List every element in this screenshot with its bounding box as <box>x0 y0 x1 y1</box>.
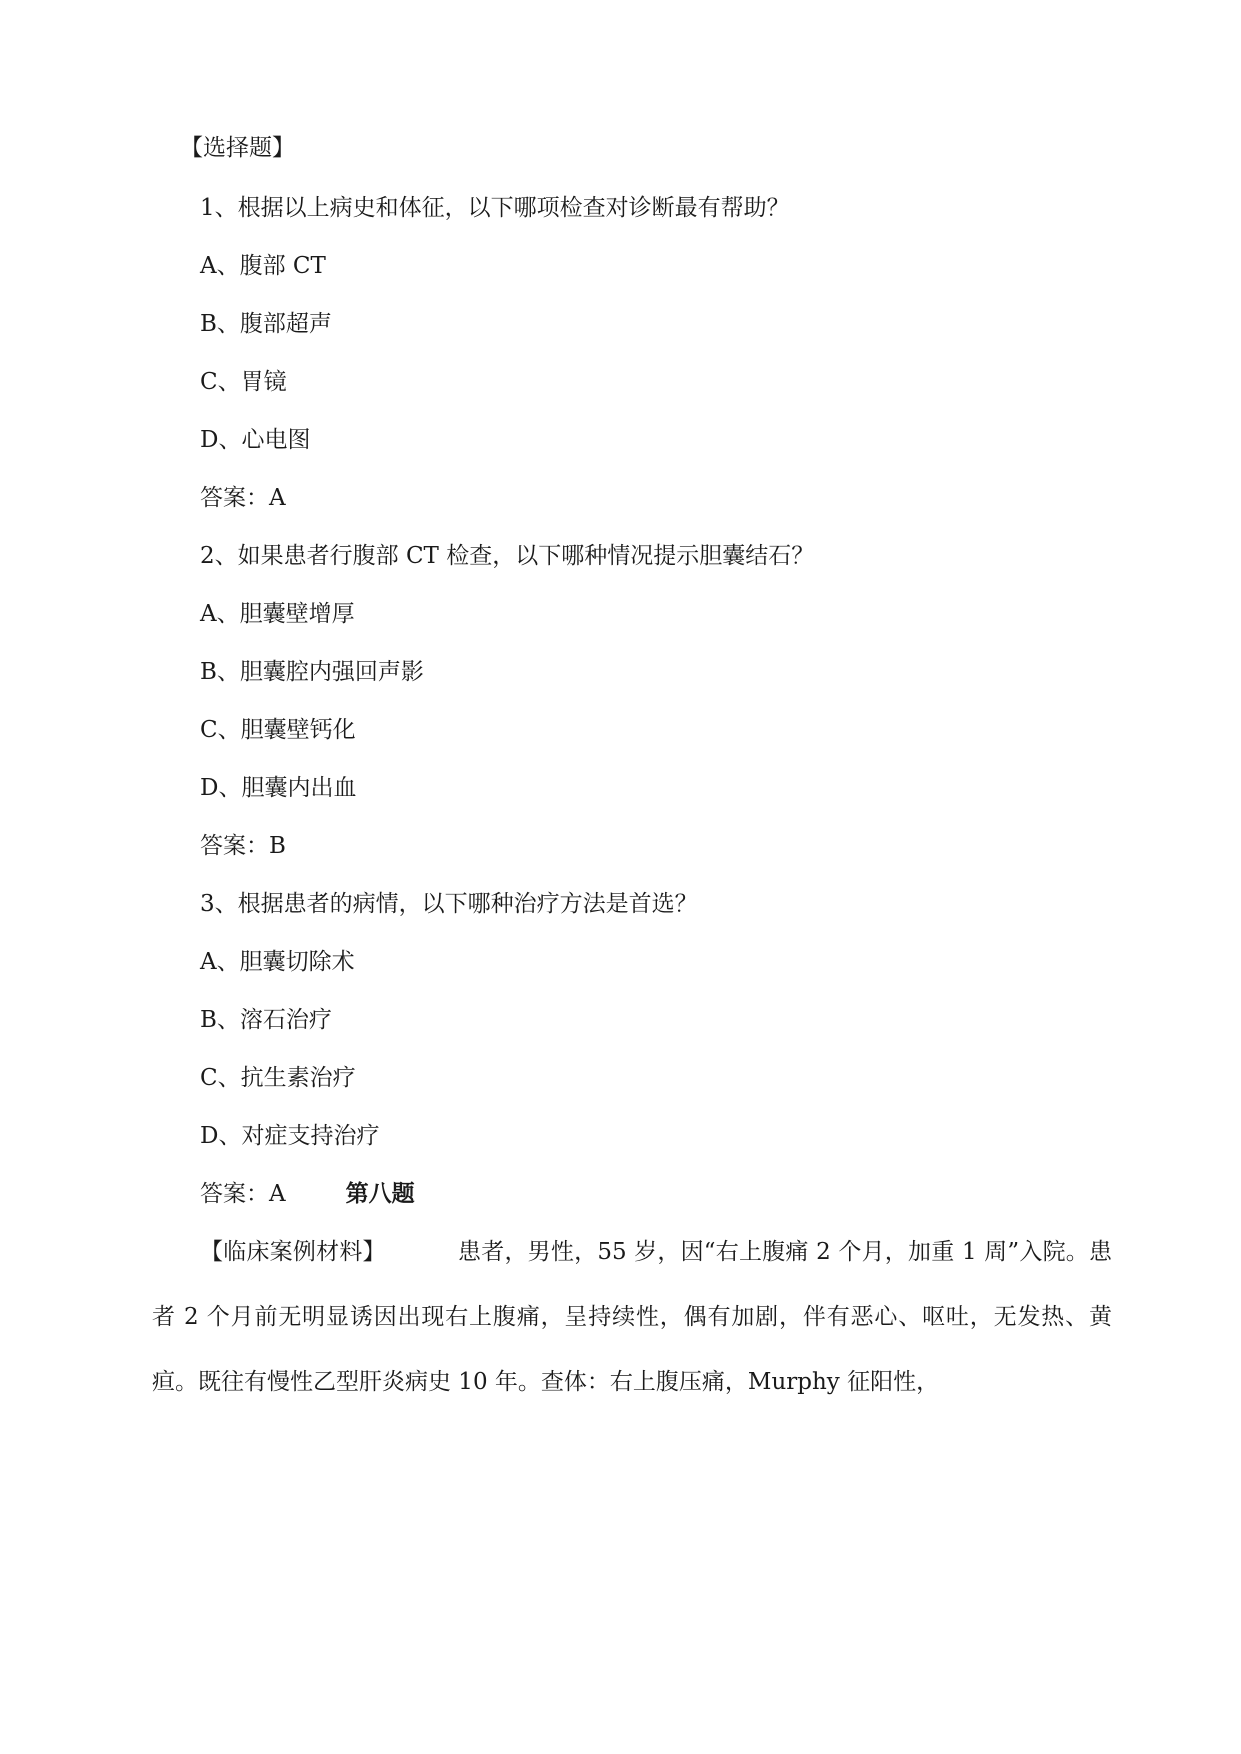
section-heading: 【选择题】 <box>180 135 295 161</box>
question-1-option-b: B、腹部超声 <box>200 311 332 337</box>
question-1-option-a: A、腹部 CT <box>200 253 326 279</box>
question-3-option-c: C、抗生素治疗 <box>200 1065 356 1091</box>
question-1-option-d: D、心电图 <box>200 427 311 453</box>
question-3-answer-row <box>200 1179 415 1209</box>
question-1-stem: 1、根据以上病史和体征，以下哪项检查对诊断最有帮助？ <box>200 195 790 221</box>
next-question-title: 第八题 <box>345 1180 415 1207</box>
question-1-option-c: C、胃镜 <box>200 369 287 395</box>
question-2-option-b: B、胆囊腔内强回声影 <box>200 659 424 685</box>
question-2-option-c: C、胆囊壁钙化 <box>200 717 356 743</box>
case-material-paragraph <box>152 1220 1112 1415</box>
question-3-option-a: A、胆囊切除术 <box>200 949 355 975</box>
question-2-option-a: A、胆囊壁增厚 <box>200 601 355 627</box>
question-2-answer: 答案：B <box>200 833 286 859</box>
question-2-stem: 2、如果患者行腹部 CT 检查，以下哪种情况提示胆囊结石？ <box>200 543 815 569</box>
question-3-stem: 3、根据患者的病情，以下哪种治疗方法是首选？ <box>200 891 698 917</box>
question-3-answer: 答案：A <box>200 1181 286 1207</box>
question-3-option-d: D、对症支持治疗 <box>200 1123 380 1149</box>
case-material-text: 患者，男性，55 岁，因“右上腹痛 2 个月，加重 1 周”入院。患者 2 个月前无明显诱因出现右上腹痛，呈持续性，偶有加剧，伴有恶心、呕吐，无发热、黄疸。既往有慢性乙型肝炎病史 10 年。查体：右上腹压痛，Murphy 征阳性， <box>152 1239 1113 1395</box>
case-material-label: 【临床案例材料】 <box>200 1239 386 1265</box>
question-3-option-b: B、溶石治疗 <box>200 1007 332 1033</box>
question-1-answer: 答案：A <box>200 485 286 511</box>
question-2-option-d: D、胆囊内出血 <box>200 775 357 801</box>
